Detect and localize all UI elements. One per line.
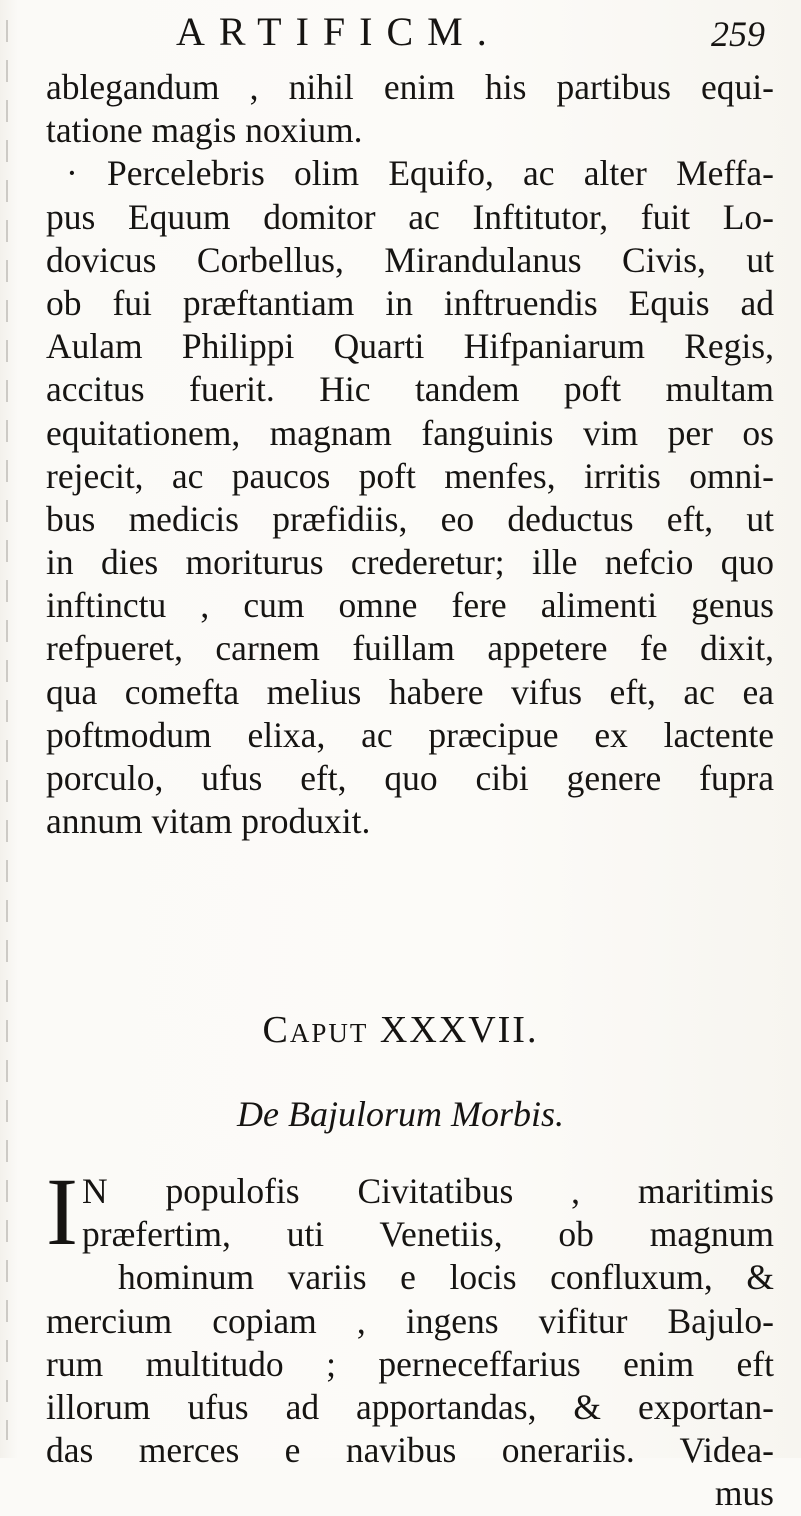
- body-text-top: [46, 66, 774, 843]
- text-line: dovicus Corbellus, Mirandulanus Civis, ut: [46, 239, 774, 280]
- text-line: rum multitudo ; perneceffarius enim eft: [46, 1343, 774, 1384]
- text-line: in dies moriturus crederetur; ille nefcio quo: [46, 542, 774, 583]
- text-line: bus medicis præfidiis, eo deductus eft, ut: [46, 498, 774, 539]
- text-line: rejecit, ac paucos poft menfes, irritis omni-: [46, 455, 774, 496]
- text-line: præfertim, uti Venetiis, ob magnum: [82, 1214, 774, 1255]
- gutter-shadow: [6, 20, 8, 1440]
- dropcap-paragraph: [46, 1158, 774, 1265]
- page-number: 259: [711, 14, 765, 54]
- text-line: tatione magis noxium.: [46, 110, 363, 151]
- text-line: annum vitam produxit.: [46, 801, 371, 842]
- text-line: Aulam Philippi Quarti Hifpaniarum Regis,: [46, 326, 774, 367]
- text-line: ablegandum , nihil enim his partibus equi-: [46, 67, 774, 107]
- text-line: hominum variis e locis confluxum, &: [118, 1257, 774, 1298]
- drop-cap: I: [46, 1158, 78, 1265]
- text-line: inftinctu , cum omne fere alimenti genus: [46, 585, 774, 626]
- body-text-bottom: [46, 1158, 774, 1516]
- text-line: mercium copiam , ingens vifitur Bajulo-: [46, 1300, 774, 1341]
- text-line: equitationem, magnam fanguinis vim per os: [46, 412, 774, 453]
- text-line: · Percelebris olim Equifo, ac alter Meffa-: [66, 153, 774, 194]
- chapter-title: Caput XXXVII.: [262, 1009, 539, 1051]
- text-line: porculo, ufus eft, quo cibi genere fupra: [46, 758, 774, 798]
- text-line: das merces e navibus onerariis. Videa-: [46, 1430, 774, 1471]
- text-line: accitus fuerit. Hic tandem poft multam: [46, 369, 774, 410]
- text-line: qua comefta melius habere vifus eft, ac ea: [46, 671, 774, 712]
- text-line: N populofis Civitatibus , maritimis: [82, 1171, 774, 1211]
- running-head: ARTIFICM.: [176, 9, 501, 54]
- text-line: ob fui præftantiam in inftruendis Equis ad: [46, 282, 774, 323]
- chapter-subtitle: De Bajulorum Morbis.: [237, 1094, 564, 1134]
- text-line: refpueret, carnem fuillam appetere fe dixit,: [46, 628, 774, 669]
- text-line: pus Equum domitor ac Inftitutor, fuit Lo-: [46, 196, 774, 237]
- text-line: illorum ufus ad apportandas, & exportan-: [46, 1386, 774, 1427]
- catchword: mus: [714, 1473, 774, 1514]
- text-line: poftmodum elixa, ac præcipue ex lactente: [46, 714, 774, 755]
